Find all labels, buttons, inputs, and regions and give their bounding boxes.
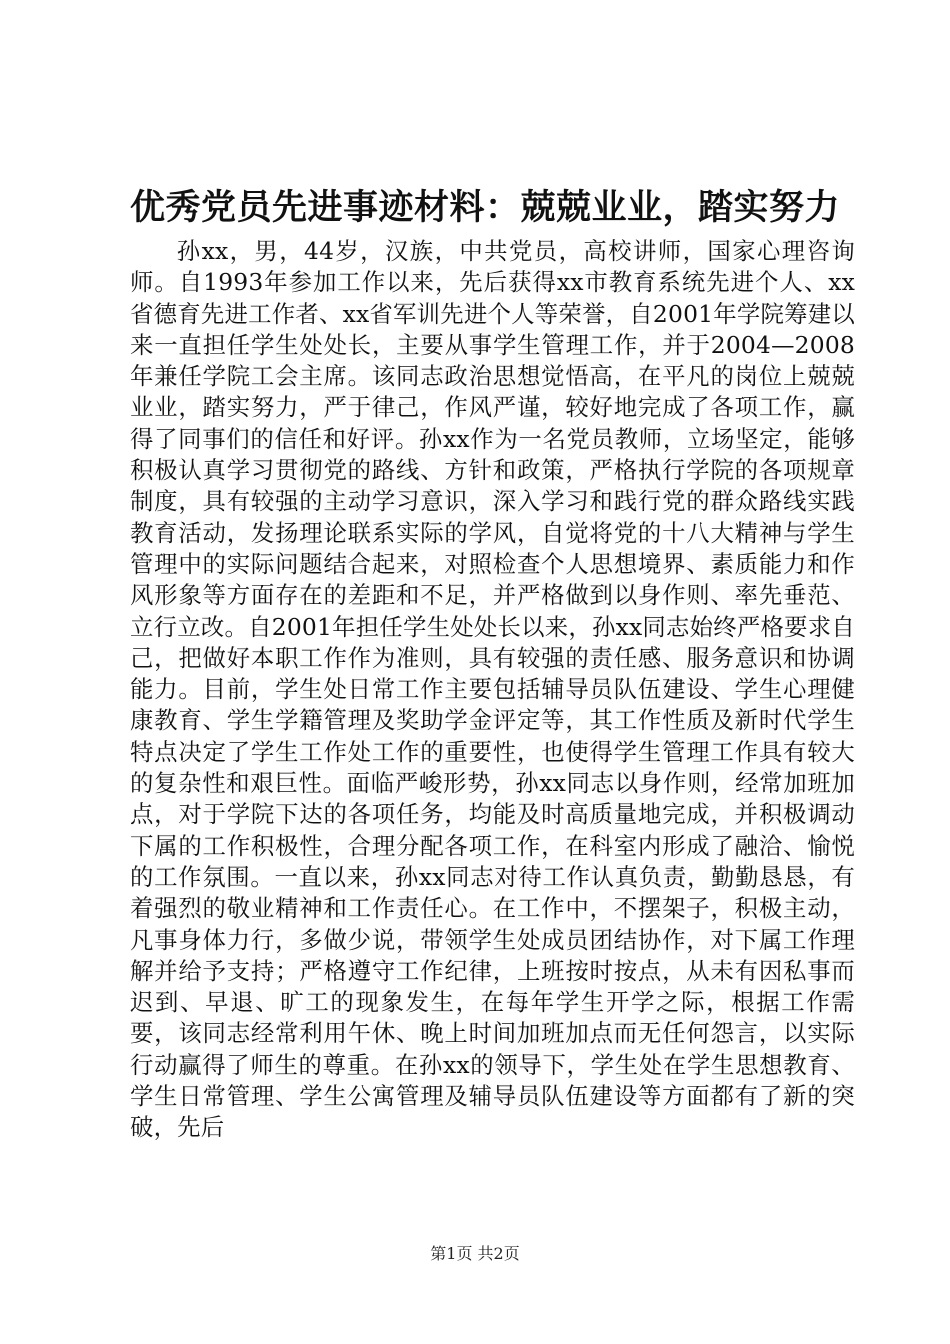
body-paragraph: 孙xx，男，44岁，汉族，中共党员，高校讲师，国家心理咨询师。自1993年参加工作以来，先后获得xx市教育系统先进个人、xx省德育先进工作者、xx省军训先进个人等荣誉，自2001年学院筹建以来一直担任学生处处长，主要从事学生管理工作，并于2004—2008年兼任学院工会主席。该同志政治思想觉悟高，在平凡的岗位上兢兢业业，踏实努力，严于律己，作风严谨，较好地完成了各项工作，赢得了同事们的信任和好评。孙xx作为一名党员教师，立场坚定，能够积极认真学习贯彻党的路线、方针和政策，严格执行学院的各项规章制度，具有较强的主动学习意识，深入学习和践行党的群众路线实践教育活动，发扬理论联系实际的学风，自觉将党的十八大精神与学生管理中的实际问题结合起来，对照检查个人思想境界、素质能力和作风形象等方面存在的差距和不足，并严格做到以身作则、率先垂范、立行立改。自2001年担任学生处处长以来，孙xx同志始终严格要求自己，把做好本职工作作为准则，具有较强的责任感、服务意识和协调能力。目前，学生处日常工作主要包括辅导员队伍建设、学生心理健康教育、学生学籍管理及奖助学金评定等，其工作性质及新时代学生特点决定了学生工作处工作的重要性，也使得学生管理工作具有较大的复杂性和艰巨性。面临严峻形势，孙xx同志以身作则，经常加班加点，对于学院下达的各项任务，均能及时高质量地完成，并积极调动下属的工作积极性，合理分配各项工作，在科室内形成了融洽、愉悦的工作氛围。一直以来，孙xx同志对待工作认真负责，勤勤恳恳，有着强烈的敬业精神和工作责任心。在工作中，不摆架子，积极主动，凡事身体力行，多做少说，带领学生处成员团结协作，对下属工作理解并给予支持；严格遵守工作纪律，上班按时按点，从未有因私事而迟到、早退、旷工的现象发生，在每年学生开学之际，根据工作需要，该同志经常利用午休、晚上时间加班加点而无任何怨言，以实际行动赢得了师生的尊重。在孙xx的领导下，学生处在学生思想教育、学生日常管理、学生公寓管理及辅导员队伍建设等方面都有了新的突破，先后 — [130, 237, 855, 1142]
document-title: 优秀党员先进事迹材料：兢兢业业，踏实努力 — [130, 187, 841, 228]
page-number-footer: 第1页 共2页 — [430, 1244, 520, 1263]
